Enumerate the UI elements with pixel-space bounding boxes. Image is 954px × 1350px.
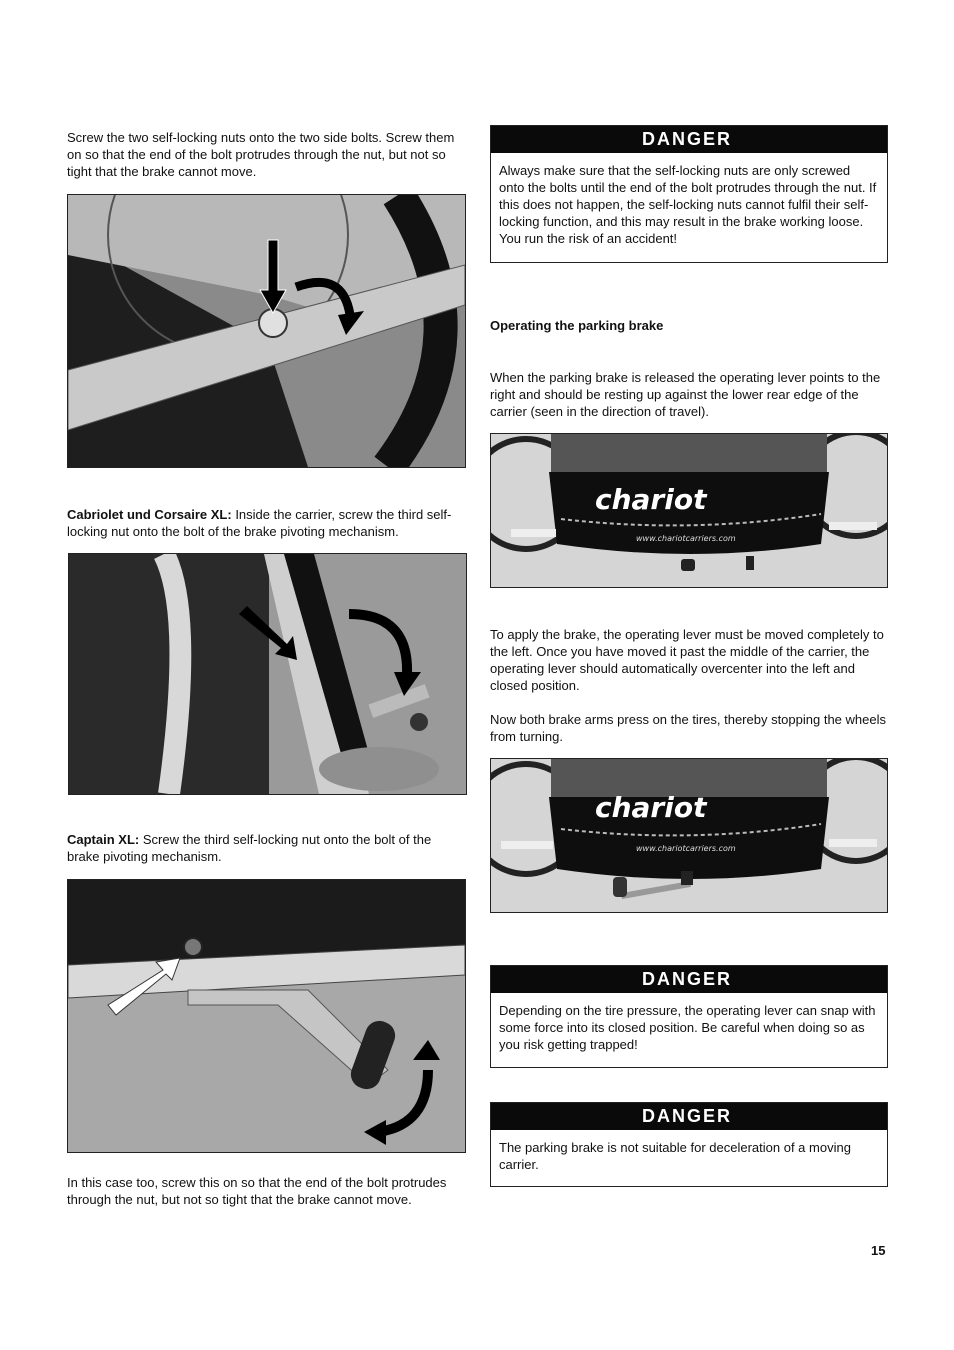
photo-brand-text: chariot [595, 483, 707, 516]
photo-cabriolet-pivot [68, 553, 467, 795]
cabriolet-label: Cabriolet und Corsaire XL: [67, 507, 232, 522]
danger-text: Depending on the tire pressure, the operating lever can snap with some force into its closed position. Be careful when doing so as you risk getting trapped! [499, 1003, 876, 1052]
captain-label: Captain XL: [67, 832, 140, 847]
intro-paragraph: Screw the two self-locking nuts onto the two side bolts. Screw them on so that the end of the bolt protrudes through the nut, but not so tight that the brake cannot move. [67, 130, 455, 179]
brake-arms-paragraph: Now both brake arms press on the tires, thereby stopping the wheels from turning. [490, 712, 886, 744]
released-paragraph: When the parking brake is released the operating lever points to the right and should be resting up against the lower rear edge of the carrier (seen in the direction of travel). [490, 370, 881, 419]
danger-box-not-deceleration [490, 1102, 888, 1187]
cabriolet-paragraph [67, 506, 467, 540]
photo-brake-released [490, 433, 888, 588]
apply-paragraph: To apply the brake, the operating lever must be moved completely to the left. Once you have moved it past the middle of the carrier, the operating lever should automatically overcenter into the left and closed position. [490, 627, 884, 693]
danger-box-self-locking [490, 125, 888, 263]
page-number: 15 [871, 1243, 886, 1258]
danger-header: DANGER [491, 1103, 887, 1130]
photo-brand-text: chariot [595, 791, 707, 824]
photo-side-bolt-nut [67, 194, 466, 468]
photo-brake-applied [490, 758, 888, 913]
danger-header: DANGER [491, 126, 887, 153]
captain-text: Screw the third self-locking nut onto the bolt of the brake pivoting mechanism. [67, 832, 432, 864]
danger-header: DANGER [491, 966, 887, 993]
danger-text: Always make sure that the self-locking nuts are only screwed onto the bolts until the end of the bolt protrudes through the nut. If this does not happen, the self-locking nuts cannot fulfil their self-locking function, and this may result in the brake working loose. You run the risk of an accident! [499, 163, 877, 246]
closing-paragraph: In this case too, screw this on so that the end of the bolt protrudes through the nut, but not so tight that the brake cannot move. [67, 1175, 447, 1207]
section-heading: Operating the parking brake [490, 318, 664, 333]
captain-paragraph [67, 831, 467, 865]
photo-url-text: www.chariotcarriers.com [636, 844, 736, 853]
cabriolet-text: Inside the carrier, screw the third self-locking nut onto the bolt of the brake pivoting mechanism. [67, 507, 452, 539]
photo-captain-pivot [67, 879, 466, 1153]
danger-box-lever-snap [490, 965, 888, 1068]
photo-url-text: www.chariotcarriers.com [636, 534, 736, 543]
danger-text: The parking brake is not suitable for deceleration of a moving carrier. [499, 1140, 851, 1172]
